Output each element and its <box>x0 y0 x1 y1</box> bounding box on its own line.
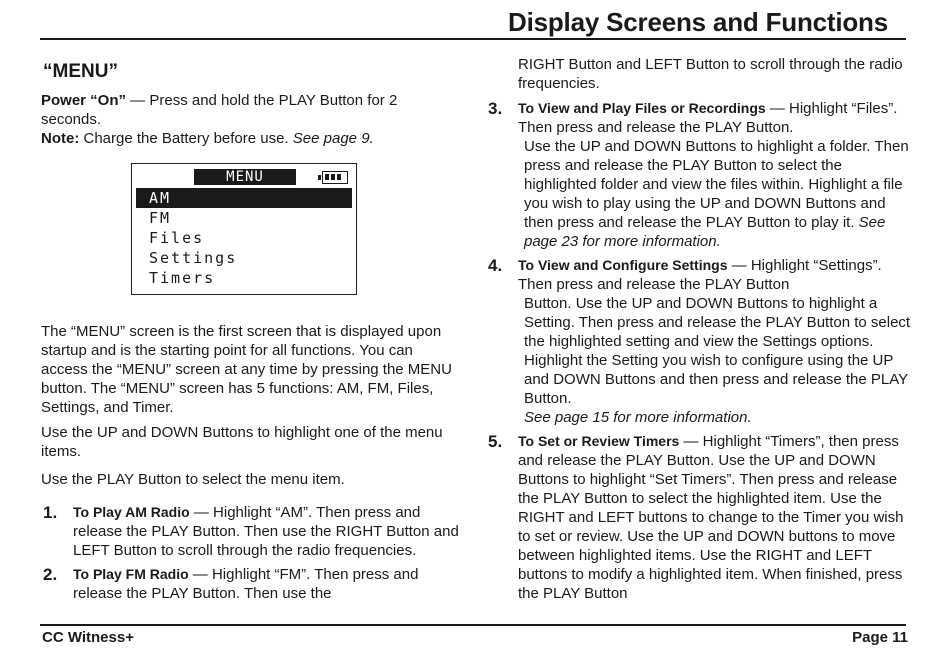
item-lead: — Highlight “Files”. Then press and release the PLAY Button. <box>518 100 898 136</box>
menu-heading: “MENU” <box>43 61 118 82</box>
left-column <box>41 59 461 603</box>
power-on-paragraph <box>41 91 461 129</box>
footer-rule <box>40 624 906 626</box>
list-item-files <box>486 99 911 251</box>
list-item-timers <box>486 432 911 603</box>
item-lead: — Highlight “Settings”. Then press and release the PLAY Button <box>518 257 882 293</box>
screen-item-fm: FM <box>149 209 172 227</box>
note-reference: See page 9. <box>292 130 374 147</box>
item-title: To View and Play Files or Recordings <box>518 100 766 116</box>
menu-description: The “MENU” screen is the first screen that is displayed upon startup and is the starting point for all functions. You can access the “MENU” screen at any time by pressing the MENU button. The “MENU” screen has 5 functions: AM, FM, Files, Settings, and Timer. <box>41 323 452 416</box>
page-title: Display Screens and Functions <box>508 7 888 37</box>
item-title: To Play FM Radio <box>73 566 189 582</box>
right-column <box>486 55 911 603</box>
list-item-fm-radio <box>41 565 461 603</box>
battery-icon <box>322 171 348 184</box>
item-text: — Highlight “FM”. Then press and release the PLAY Button. Then use the <box>73 566 419 602</box>
item-title: To Play AM Radio <box>73 504 190 520</box>
note-label: Note: <box>41 130 80 147</box>
item-number: 4. <box>488 256 503 275</box>
item-reference: See page 15 for more information. <box>524 409 752 426</box>
item-number: 5. <box>488 432 503 451</box>
screen-title: MENU <box>194 169 296 185</box>
continuation-text: RIGHT Button and LEFT Button to scroll through the radio frequencies. <box>518 56 903 92</box>
screen-item-files: Files <box>149 229 205 247</box>
item-body: Button. Use the UP and DOWN Buttons to highlight a Setting. Then press and release the PLAY Button to select the highlighted setting and view the Settings options. Highlight the Setting you wish to configure using the UP and DOWN Buttons and then press and release the PLAY Button. <box>524 295 911 407</box>
item-number: 3. <box>488 99 503 118</box>
item-text: — Highlight “AM”. Then press and release the PLAY Button. Then use the RIGHT Button and LEFT Button to scroll through the radio frequencies. <box>73 504 459 559</box>
item-title: To View and Configure Settings <box>518 257 728 273</box>
item-reference: See page 23 for more information. <box>524 214 886 250</box>
item-lead: — Highlight “Timers”, then press and release the PLAY Button. Use the UP and DOWN Buttons to highlight “Set Timers”. Then press and release the PLAY Button to select the highlighted item. Use the RIGHT and LEFT buttons to change to the Timer you wish to set or review. Use the UP and DOWN buttons to move between highlighted items. Use the RIGHT and LEFT buttons to modify a highlighted item. When finished, press the PLAY Button <box>518 433 904 602</box>
note-text: Charge the Battery before use. <box>79 130 293 147</box>
screen-item-timers: Timers <box>149 269 216 287</box>
menu-screen-illustration <box>131 163 357 295</box>
footer-product-name: CC Witness+ <box>42 629 134 646</box>
highlight-instructions: Use the UP and DOWN Buttons to highlight one of the menu items. <box>41 424 443 460</box>
screen-item-settings: Settings <box>149 249 238 267</box>
header-rule <box>40 38 906 40</box>
list-item-settings <box>486 256 911 427</box>
item-number: 2. <box>43 565 58 584</box>
item-body: Use the UP and DOWN Buttons to highlight a folder. Then press and release the PLAY Button to select the highlighted folder and view the files within. Highlight a file you wish to play using the UP and DOWN Buttons and then press and release the PLAY Button to play it. <box>524 138 909 231</box>
power-on-text: — Press and hold the PLAY Button for 2 seconds. <box>41 92 398 128</box>
item-number: 1. <box>43 503 58 522</box>
footer-page-number: Page 11 <box>852 629 908 646</box>
list-item-am-radio <box>41 503 461 560</box>
power-on-label: Power “On” <box>41 92 127 109</box>
screen-item-am: AM <box>136 188 352 208</box>
note-paragraph <box>41 129 461 148</box>
select-instructions: Use the PLAY Button to select the menu item. <box>41 471 345 488</box>
item-title: To Set or Review Timers <box>518 433 680 449</box>
